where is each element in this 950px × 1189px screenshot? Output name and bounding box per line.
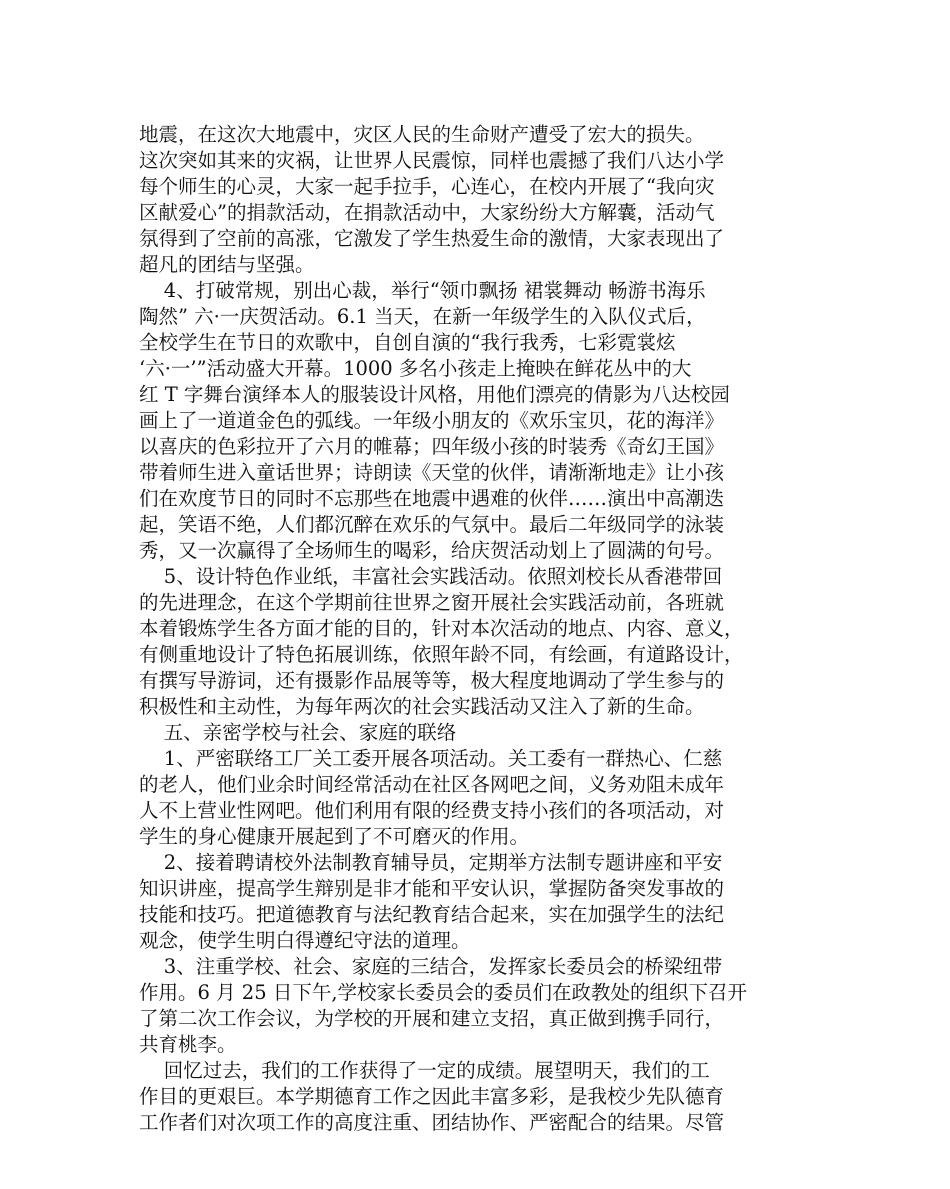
text-line: 技能和技巧。把道德教育与法纪教育结合起来，实在加强学生的法纪 bbox=[139, 903, 725, 926]
text-line: 1、严密联络工厂关工委开展各项活动。关工委有一群热心、仁慈 bbox=[139, 747, 723, 770]
text-line: 回忆过去，我们的工作获得了一定的成绩。展望明天，我们的工 bbox=[139, 1059, 710, 1082]
text-line: 地震，在这次大地震中，灾区人民的生命财产遭受了宏大的损失。 bbox=[139, 123, 705, 146]
text-line: 秀，又一次赢得了全场师生的喝彩，给庆贺活动划上了圆满的句号。 bbox=[139, 539, 725, 562]
text-line: 全校学生在节日的欢歌中，自创自演的“我行我秀，七彩霓裳炫 bbox=[139, 331, 676, 354]
text-line: 的老人，他们业余时间经常活动在社区各网吧之间，义务劝阻未成年 bbox=[139, 773, 725, 796]
text-line: 区献爱心”的捐款活动，在捐款活动中，大家纷纷大方解囊，活动气 bbox=[139, 201, 715, 224]
text-line: 以喜庆的色彩拉开了六月的帷幕；四年级小孩的时装秀《奇幻王国》 bbox=[139, 435, 725, 458]
text-line: 共育桃李。 bbox=[139, 1033, 237, 1056]
text-line: 有撰写导游词，还有摄影作品展等等，极大程度地调动了学生参与的 bbox=[139, 669, 725, 692]
document-body bbox=[139, 122, 811, 1136]
text-line: 积极性和主动性，为每年两次的社会实践活动又注入了新的生命。 bbox=[139, 695, 705, 718]
text-line: 知识讲座，提高学生辩别是非才能和平安认识，掌握防备突发事故的 bbox=[139, 877, 725, 900]
text-line: 作目的更艰巨。本学期德育工作之因此丰富多彩，是我校少先队德育 bbox=[139, 1085, 725, 1108]
text-line: 红 T 字舞台演绎本人的服装设计风格，用他们漂亮的倩影为八达校园 bbox=[139, 383, 730, 406]
text-line: ‘六·一’”活动盛大开幕。1000 多名小孩走上掩映在鲜花丛中的大 bbox=[139, 357, 692, 380]
text-line: 3、注重学校、社会、家庭的三结合，发挥家长委员会的桥梁纽带 bbox=[139, 955, 723, 978]
text-line: 作用。6 月 25 日下午,学校家长委员会的委员们在政教处的组织下召开 bbox=[139, 981, 748, 1004]
text-line: 2、接着聘请校外法制教育辅导员，定期举方法制专题讲座和平安 bbox=[139, 851, 723, 874]
text-line: 4、打破常规，别出心裁，举行“领巾飘扬 裙裳舞动 畅游书海乐 bbox=[139, 279, 706, 302]
text-line: 每个师生的心灵，大家一起手拉手，心连心，在校内开展了“我向灾 bbox=[139, 175, 715, 198]
text-line: 观念，使学生明白得遵纪守法的道理。 bbox=[139, 929, 471, 952]
text-line: 了第二次工作会议，为学校的开展和建立支招，真正做到携手同行， bbox=[139, 1007, 725, 1030]
text-line: 5、设计特色作业纸，丰富社会实践活动。依照刘校长从香港带回 bbox=[139, 565, 723, 588]
text-line: 人不上营业性网吧。他们利用有限的经费支持小孩们的各项活动，对 bbox=[139, 799, 725, 822]
text-line: 学生的身心健康开展起到了不可磨灭的作用。 bbox=[139, 825, 530, 848]
text-line: 画上了一道道金色的弧线。一年级小朋友的《欢乐宝贝，花的海洋》 bbox=[139, 409, 725, 432]
text-line: 有侧重地设计了特色拓展训练，依照年龄不同，有绘画，有道路设计， bbox=[139, 643, 744, 666]
text-line: 这次突如其来的灾祸，让世界人民震惊，同样也震撼了我们八达小学 bbox=[139, 149, 725, 172]
text-line: 五、亲密学校与社会、家庭的联络 bbox=[139, 721, 457, 744]
text-line: 工作者们对次项工作的高度注重、团结协作、严密配合的结果。尽管 bbox=[139, 1111, 725, 1134]
text-line: 陶然” 六·一庆贺活动。6.1 当天，在新一年级学生的入队仪式后， bbox=[139, 305, 706, 328]
text-line: 氛得到了空前的高涨，它激发了学生热爱生命的激情，大家表现出了 bbox=[139, 227, 725, 250]
text-line: 超凡的团结与坚强。 bbox=[139, 253, 315, 276]
text-line: 的先进理念，在这个学期前往世界之窗开展社会实践活动前，各班就 bbox=[139, 591, 725, 614]
text-line: 们在欢度节日的同时不忘那些在地震中遇难的伙伴……演出中高潮迭 bbox=[139, 487, 725, 510]
text-line: 本着锻炼学生各方面才能的目的，针对本次活动的地点、内容、意义， bbox=[139, 617, 744, 640]
text-line: 带着师生进入童话世界；诗朗读《天堂的伙伴，请渐渐地走》让小孩 bbox=[139, 461, 725, 484]
text-line: 起，笑语不绝，人们都沉醉在欢乐的气氛中。最后二年级同学的泳装 bbox=[139, 513, 725, 536]
